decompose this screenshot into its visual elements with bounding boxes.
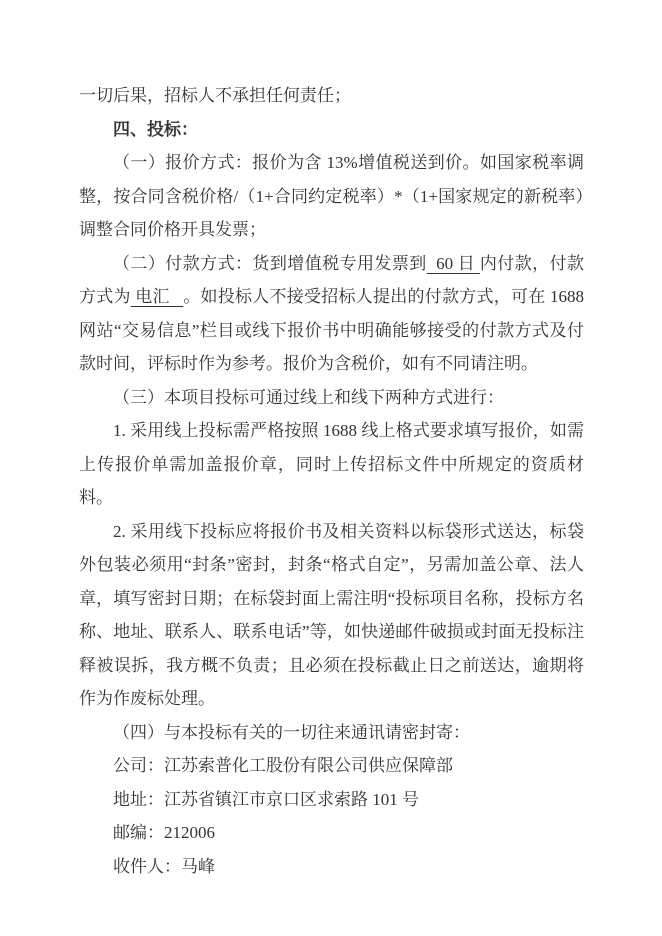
text-run: 内付款，付款方式为 xyxy=(79,253,585,306)
paragraph-offline-bidding xyxy=(79,515,584,716)
text-run: 。如投标人不接受招标人提出的付款方式，可在 1688 网站“交易信息”栏目或线下报价书中明确能够接受的付款方式及付款时间，评标时作为参考。报价为含税价，如有不同请注明。 xyxy=(79,287,584,373)
text-run: 收件人：马峰 xyxy=(113,856,215,876)
section-heading-4 xyxy=(79,113,584,147)
document-body xyxy=(79,79,584,883)
paragraph-item-1-quotation-method xyxy=(79,146,584,247)
paragraph-recipient xyxy=(79,850,584,884)
paragraph-online-bidding xyxy=(79,414,584,515)
paragraph-company xyxy=(79,749,584,783)
text-run: （一）报价方式：报价为含 13%增值税送到价。如国家税率调整，按合同含税价格/（1+合同约定税率）*（1+国家规定的新税率）调整合同价格开具发票； xyxy=(79,153,584,239)
text-run: （四）与本投标有关的一切往来通讯请密封寄： xyxy=(113,722,470,742)
text-run: 1. 采用线上投标需严格按照 1688 线上格式要求填写报价，如需上传报价单需加盖报价章，同时上传招标文件中所规定的资质材料。 xyxy=(79,421,584,507)
text-run: 四、投标： xyxy=(113,119,198,139)
text-run: （三）本项目投标可通过线上和线下两种方式进行： xyxy=(113,387,504,407)
text-run: 一切后果，招标人不承担任何责任； xyxy=(79,86,351,105)
underlined-fill-in-field: 电汇 xyxy=(130,287,184,306)
text-run: 2. 采用线下投标应将报价书及相关资料以标袋形式送达，标袋外包装必须用“封条”密封，封条“格式自定”，另需加盖公章、法人章，填写密封日期；在标袋封面上需注明“投标项目名称，投标方名称、地址、联系人、联系电话”等，如快递邮件破损或封面无投标注释被误拆，我方概不负责；且必须在投标截止日之前送达，逾期将作为作废标处理。 xyxy=(79,521,584,708)
text-run: 公司：江苏索普化工股份有限公司供应保障部 xyxy=(113,756,453,775)
text-run: （二）付款方式：货到增值税专用发票到 xyxy=(113,253,427,273)
paragraph-item-4-correspondence xyxy=(79,716,584,750)
paragraph-item-3-bidding-channels xyxy=(79,381,584,415)
underlined-fill-in-field: 60 日 xyxy=(426,253,480,273)
paragraph-postcode xyxy=(79,816,584,850)
paragraph-carryover xyxy=(79,79,584,113)
text-run: 邮编：212006 xyxy=(113,823,215,842)
paragraph-address xyxy=(79,783,584,817)
paragraph-item-2-payment-method xyxy=(79,247,584,381)
text-run: 地址：江苏省镇江市京口区求索路 101 号 xyxy=(113,789,419,809)
